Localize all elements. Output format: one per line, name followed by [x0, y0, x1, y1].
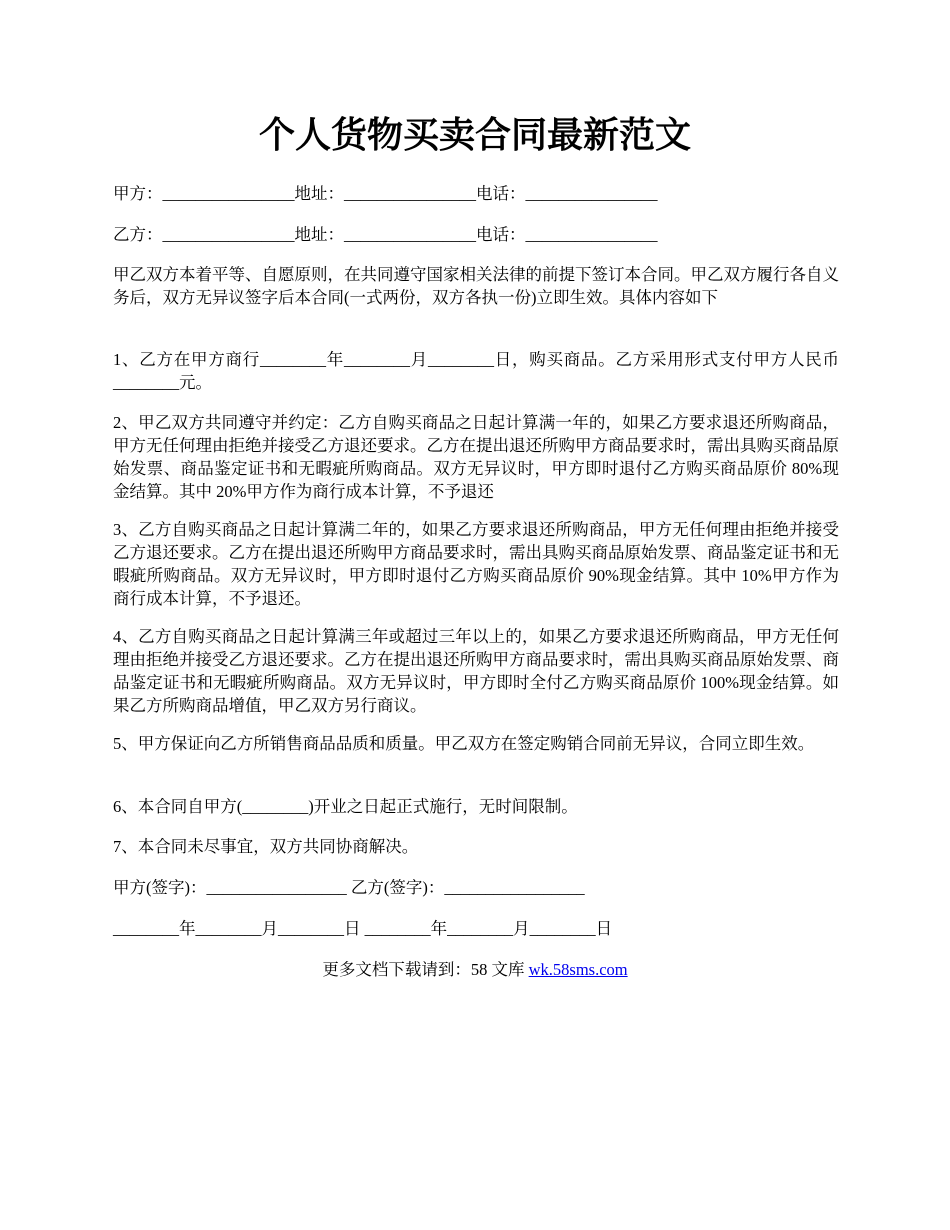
intro-paragraph: 甲乙双方本着平等、自愿原则，在共同遵守国家相关法律的前提下签订本合同。甲乙双方履行各自义务后，双方无异议签字后本合同(一式两份，双方各执一份)立即生效。具体内容如下 [113, 265, 839, 307]
clause-1: 1、乙方在甲方商行________年________月________日，购买商品。乙方采用形式支付甲方人民币________元。 [113, 350, 839, 392]
footer-link[interactable]: wk.58sms.com [528, 960, 628, 979]
document-title: 个人货物买卖合同最新范文 [258, 115, 691, 155]
clause-5: 5、甲方保证向乙方所销售商品品质和质量。甲乙双方在签定购销合同前无异议，合同立即生效。 [113, 734, 815, 753]
clause-2: 2、甲乙双方共同遵守并约定：乙方自购买商品之日起计算满一年的，如果乙方要求退还所购商品，甲方无任何理由拒绝并接受乙方退还要求。乙方在提出退还所购甲方商品要求时，需出具购买商品原始发票、商品鉴定证书和无暇疵所购商品。双方无异议时，甲方即时退付乙方购买商品原价 80%现金结算。其中 20%甲方作为商行成本计算，不予退还 [113, 413, 839, 501]
clause-7: 7、本合同未尽事宜，双方共同协商解决。 [113, 837, 419, 856]
clause-6: 6、本合同自甲方(________)开业之日起正式施行，无时间限制。 [113, 797, 578, 816]
date-line: ________年________月________日 ________年________月________日 [113, 919, 613, 938]
footer-prefix: 更多文档下载请到：58 文库 [322, 960, 529, 979]
party-b-line: 乙方：________________地址：________________电话：________________ [113, 225, 658, 244]
party-a-line: 甲方：________________地址：________________电话：________________ [113, 184, 658, 203]
footer [0, 958, 950, 981]
signature-line: 甲方(签字)：_________________ 乙方(签字)：_________________ [113, 878, 585, 897]
clause-3: 3、乙方自购买商品之日起计算满二年的，如果乙方要求退还所购商品，甲方无任何理由拒绝并接受乙方退还要求。乙方在提出退还所购甲方商品要求时，需出具购买商品原始发票、商品鉴定证书和无暇疵所购商品。双方无异议时，甲方即时退付乙方购买商品原价 90%现金结算。其中 10%甲方作为商行成本计算，不予退还。 [113, 520, 839, 608]
clause-4: 4、乙方自购买商品之日起计算满三年或超过三年以上的，如果乙方要求退还所购商品，甲方无任何理由拒绝并接受乙方退还要求。乙方在提出退还所购甲方商品要求时，需出具购买商品原始发票、商品鉴定证书和无暇疵所购商品。双方无异议时，甲方即时全付乙方购买商品原价 100%现金结算。如果乙方所购商品增值，甲乙双方另行商议。 [113, 627, 839, 715]
